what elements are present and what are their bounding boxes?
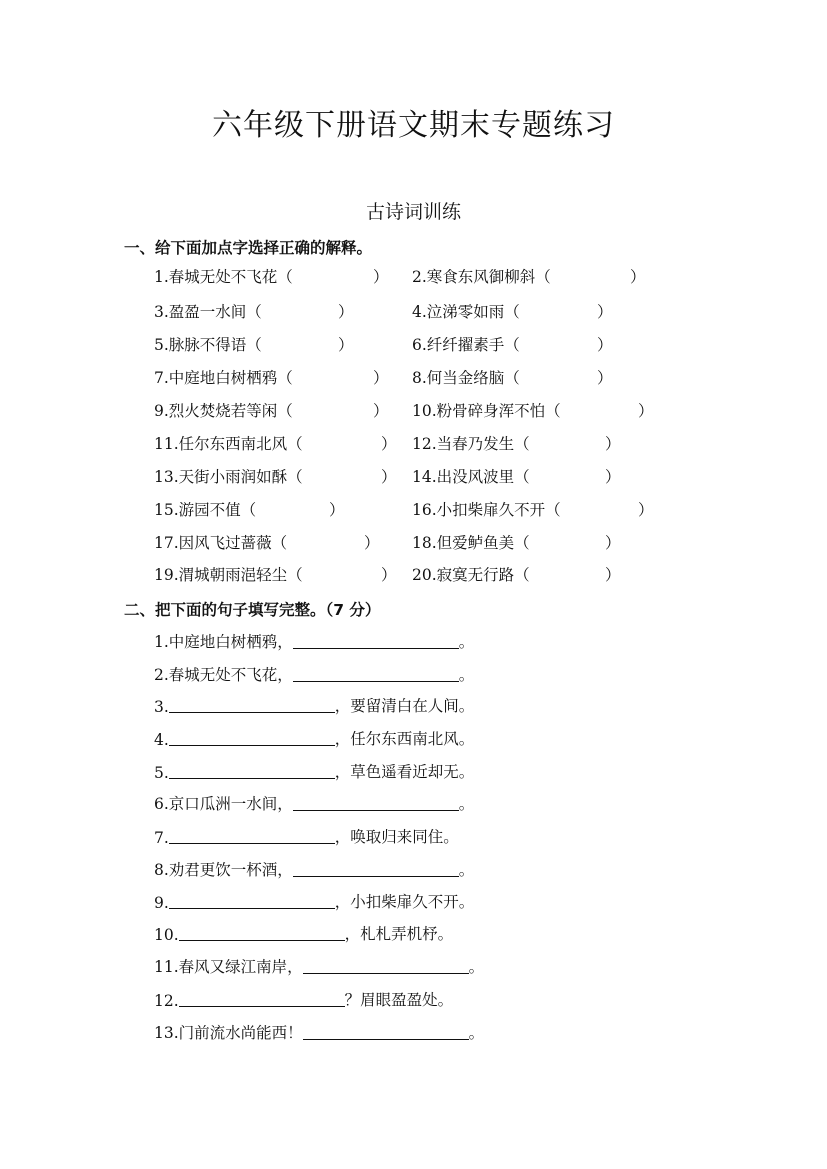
sentence-suffix: 。 [468, 1024, 485, 1042]
question-item: 1.春城无处不飞花（ [154, 268, 293, 286]
answer-blank[interactable] [169, 777, 335, 779]
fill-blank-item [154, 1021, 484, 1043]
answer-blank[interactable] [293, 647, 459, 649]
answer-blank[interactable] [303, 972, 469, 974]
answer-blank[interactable] [303, 1038, 469, 1040]
sentence-suffix: ？眉眼盈盈处。 [344, 991, 454, 1009]
sentence-suffix: 。 [458, 633, 475, 651]
sentence-prefix: 5. [154, 764, 169, 782]
question-item: 13.天街小雨润如酥（ [154, 468, 303, 486]
answer-paren-close: ） [597, 336, 613, 354]
answer-paren-close: ） [597, 369, 613, 387]
answer-paren-close: ） [605, 566, 621, 584]
answer-paren-close: ） [605, 435, 621, 453]
fill-blank-item [154, 890, 474, 912]
sentence-prefix: 10. [154, 926, 179, 944]
question-item: 17.因风飞过蔷薇（ [154, 534, 288, 552]
sentence-suffix: 。 [458, 861, 475, 879]
question-item: 14.出没风波里（ [412, 468, 530, 486]
sentence-suffix: ，札札弄机杼。 [344, 925, 454, 943]
answer-paren-close: ） [364, 534, 380, 552]
section-subtitle: 古诗词训练 [365, 201, 461, 223]
answer-paren-close: ） [638, 501, 654, 519]
sentence-prefix: 4. [154, 731, 169, 749]
answer-blank[interactable] [179, 939, 345, 941]
answer-paren-close: ） [329, 501, 345, 519]
fill-blank-item [154, 630, 474, 652]
answer-paren-close: ） [381, 468, 397, 486]
question-item: 11.任尔东西南北风（ [154, 435, 303, 453]
answer-blank[interactable] [169, 842, 335, 844]
question-item: 6.纤纤擢素手（ [412, 336, 520, 354]
question-item: 18.但爱鲈鱼美（ [412, 534, 530, 552]
answer-paren-close: ） [597, 303, 613, 321]
section1-heading: 一、给下面加点字选择正确的解释。 [124, 239, 373, 257]
sentence-prefix: 12. [154, 992, 179, 1010]
answer-paren-close: ） [338, 303, 354, 321]
question-item: 3.盈盈一水间（ [154, 303, 262, 321]
question-item: 8.何当金络脑（ [412, 369, 520, 387]
fill-blank-item [154, 792, 474, 814]
question-item: 15.游园不值（ [154, 501, 257, 519]
sentence-suffix: 。 [458, 795, 475, 813]
sentence-prefix: 6.京口瓜洲一水间， [154, 795, 293, 813]
answer-blank[interactable] [169, 711, 335, 713]
fill-blank-item [154, 825, 459, 847]
answer-paren-close: ） [381, 435, 397, 453]
sentence-suffix: ，任尔东西南北风。 [334, 730, 475, 748]
sentence-prefix: 9. [154, 894, 169, 912]
fill-blank-item [154, 922, 453, 944]
question-item: 7.中庭地白树栖鸦（ [154, 369, 293, 387]
answer-blank[interactable] [293, 875, 459, 877]
sentence-prefix: 1.中庭地白树栖鸦， [154, 633, 293, 651]
fill-blank-item [154, 760, 474, 782]
answer-blank[interactable] [293, 680, 459, 682]
sentence-prefix: 7. [154, 829, 169, 847]
sentence-prefix: 8.劝君更饮一杯酒， [154, 861, 293, 879]
answer-paren-close: ） [381, 566, 397, 584]
fill-blank-item [154, 955, 484, 977]
answer-paren-close: ） [338, 336, 354, 354]
answer-blank[interactable] [169, 907, 335, 909]
answer-paren-close: ） [605, 534, 621, 552]
answer-blank[interactable] [179, 1005, 345, 1007]
answer-blank[interactable] [169, 744, 335, 746]
sentence-suffix: ，唤取归来同住。 [334, 828, 459, 846]
sentence-prefix: 2.春城无处不飞花， [154, 666, 293, 684]
question-item: 20.寂寞无行路（ [412, 566, 530, 584]
sentence-prefix: 11.春风又绿江南岸， [154, 958, 303, 976]
sentence-prefix: 3. [154, 698, 169, 716]
sentence-suffix: ，草色遥看近却无。 [334, 763, 475, 781]
sentence-suffix: 。 [468, 958, 485, 976]
section2-heading: 二、把下面的句子填写完整。（7 分） [124, 601, 381, 619]
sentence-prefix: 13.门前流水尚能西！ [154, 1024, 303, 1042]
question-item: 10.粉骨碎身浑不怕（ [412, 402, 561, 420]
question-item: 9.烈火焚烧若等闲（ [154, 402, 293, 420]
question-item: 16.小扣柴扉久不开（ [412, 501, 561, 519]
fill-blank-item [154, 988, 453, 1010]
fill-blank-item [154, 694, 474, 716]
question-item: 19.渭城朝雨浥轻尘（ [154, 566, 303, 584]
answer-paren-close: ） [605, 468, 621, 486]
answer-paren-close: ） [373, 369, 389, 387]
question-item: 2.寒食东风御柳斜（ [412, 268, 551, 286]
sentence-suffix: 。 [458, 666, 475, 684]
question-item: 12.当春乃发生（ [412, 435, 530, 453]
fill-blank-item [154, 858, 474, 880]
fill-blank-item [154, 727, 474, 749]
answer-blank[interactable] [293, 809, 459, 811]
sentence-suffix: ，小扣柴扉久不开。 [334, 893, 475, 911]
answer-paren-close: ） [638, 402, 654, 420]
question-item: 5.脉脉不得语（ [154, 336, 262, 354]
answer-paren-close: ） [630, 268, 646, 286]
fill-blank-item [154, 663, 474, 685]
answer-paren-close: ） [373, 402, 389, 420]
question-item: 4.泣涕零如雨（ [412, 303, 520, 321]
page-title: 六年级下册语文期末专题练习 [212, 108, 615, 143]
sentence-suffix: ，要留清白在人间。 [334, 697, 475, 715]
answer-paren-close: ） [373, 268, 389, 286]
